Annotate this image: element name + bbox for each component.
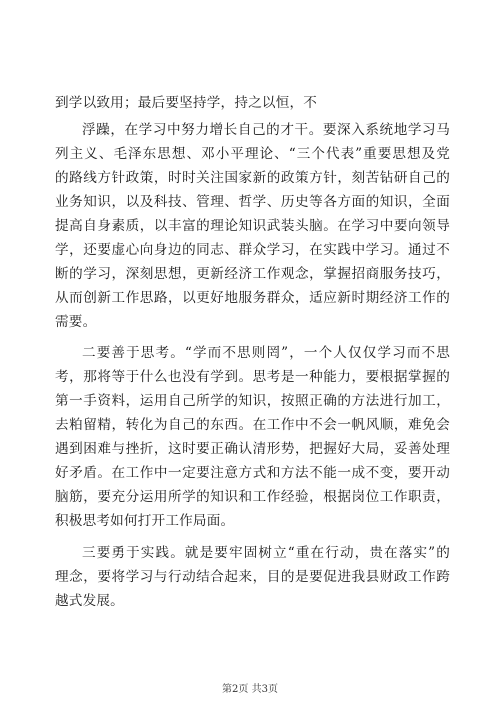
text-line: 断的学习，深刻思想，更新经济工作观念，掌握招商服务技巧， <box>55 266 450 282</box>
text-line: 积极思考如何打开工作局面。 <box>55 513 235 529</box>
text-line: 的路线方针政策，时时关注国家新的政策方针，刻苦钻研自己的 <box>55 170 450 186</box>
text-line: 考，那将等于什么也没有学到。思考是一种能力，要根据掌握的 <box>55 369 450 385</box>
text-line: 遇到困难与挫折，这时要正确认清形势，把握好大局，妥善处理 <box>55 441 450 457</box>
text-line: 需要。 <box>55 314 97 330</box>
text-line: 业务知识，以及科技、管理、哲学、历史等各方面的知识，全面 <box>55 194 450 210</box>
text-line: 到学以致用；最后要坚持学，持之以恒，不 <box>55 95 318 111</box>
text-line: 浮躁，在学习中努力增长自己的才干。要深入系统地学习马 <box>82 122 450 138</box>
text-line: 越式发展。 <box>55 593 124 609</box>
text-line: 理念，要将学习与行动结合起来，目的是要促进我县财政工作跨 <box>55 569 450 585</box>
text-line: 去粕留精，转化为自己的东西。在工作中不会一帆风顺，难免会 <box>55 417 450 433</box>
text-line: 提高自身素质，以丰富的理论知识武装头脑。在学习中要向领导 <box>55 218 450 234</box>
text-line: 三要勇于实践。就是要牢固树立“重在行动，贵在落实”的 <box>82 545 450 561</box>
text-line: 列主义、毛泽东思想、邓小平理论、“三个代表”重要思想及党 <box>55 146 450 162</box>
text-line: 第一手资料，运用自己所学的知识，按照正确的方法进行加工， <box>55 393 450 409</box>
text-line: 脑筋，要充分运用所学的知识和工作经验，根据岗位工作职责， <box>55 489 450 505</box>
text-line: 学，还要虚心向身边的同志、群众学习，在实践中学习。通过不 <box>55 242 450 258</box>
text-line: 好矛盾。在工作中一定要注意方式和方法不能一成不变，要开动 <box>55 465 450 481</box>
page-footer: 第2页 共3页 <box>222 684 278 695</box>
text-line: 从而创新工作思路，以更好地服务群众，适应新时期经济工作的 <box>55 290 450 306</box>
text-line: 二要善于思考。“学而不思则罔”，一个人仅仅学习而不思 <box>82 345 450 361</box>
